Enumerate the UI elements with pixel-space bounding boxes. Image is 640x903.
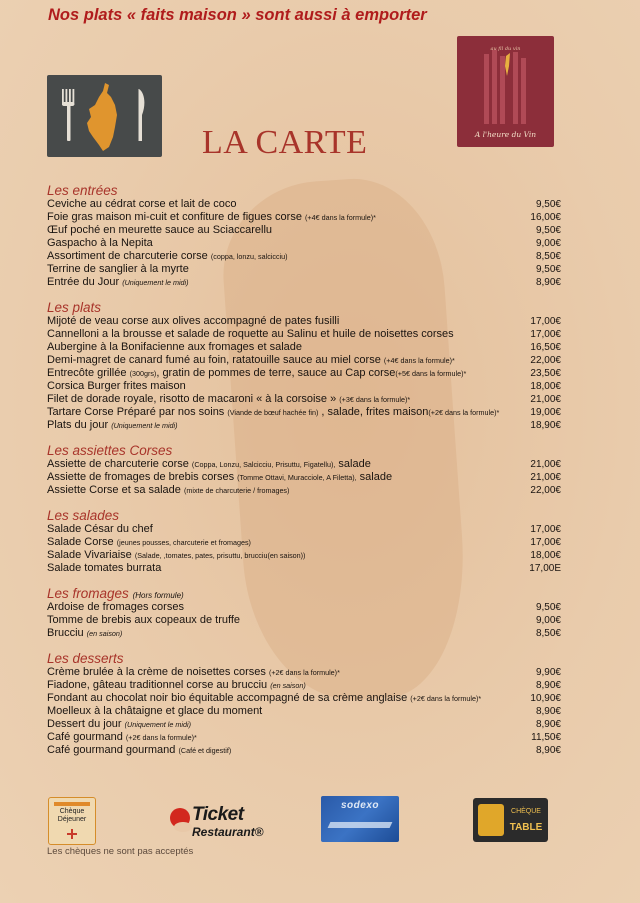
dish-note: (300grs) (129, 369, 157, 378)
dish-price: 17,00E (529, 563, 561, 574)
dish-price: 21,00€ (530, 459, 561, 470)
dish-name: Cannelloni a la brousse et salade de roquette au Salinu et huile de noisettes corses (47, 328, 454, 340)
menu-item (47, 744, 561, 757)
section-title (47, 586, 561, 601)
menu-item (47, 679, 561, 692)
dish (47, 354, 455, 367)
dish-name: Café gourmand gourmand (47, 744, 176, 756)
dish (47, 419, 178, 432)
dish-price: 9,50€ (535, 264, 561, 275)
dish-name: Assiette Corse et sa salade (47, 484, 181, 496)
dish-price: 10,90€ (530, 693, 561, 704)
chef-icon (478, 804, 504, 836)
menu-item (47, 367, 561, 380)
menu-item (47, 471, 561, 484)
dish-price: 21,00€ (530, 472, 561, 483)
dish-name: Plats du jour (47, 419, 109, 431)
dish (47, 666, 340, 679)
dish-name: Ceviche au cédrat corse et lait de coco (47, 198, 237, 210)
dish-price: 17,00€ (530, 537, 561, 548)
dish (47, 328, 454, 341)
dish-name: Salade César du chef (47, 523, 153, 535)
menu-item (47, 328, 561, 341)
cheque-table-line1: CHÈQUE (511, 808, 541, 815)
dish-name: Moelleux à la châtaigne et glace du moment (47, 705, 263, 717)
dish-price: 9,50€ (535, 199, 561, 210)
ticket-restaurant-logo (170, 806, 270, 840)
menu-item (47, 536, 561, 549)
dish-name: Corsica Burger frites maison (47, 380, 186, 392)
dish-name: Assiette de fromages de brebis corses (47, 471, 235, 483)
dish-note: (en saison) (270, 681, 306, 690)
dish-note: (Café et digestif) (178, 746, 232, 755)
section-hint: (Hors formule) (132, 591, 184, 600)
dish-price: 16,50€ (530, 342, 561, 353)
dish-note: (Uniquement le midi) (122, 278, 189, 287)
dish (47, 263, 189, 276)
cheque-dejeuner-logo (48, 797, 96, 845)
dish-note: (+2€ dans la formule)* (125, 733, 197, 742)
menu-item (47, 562, 561, 575)
menu-item (47, 198, 561, 211)
dish-note: (Uniquement le midi) (124, 720, 191, 729)
dish-price: 8,90€ (535, 719, 561, 730)
dish (47, 536, 251, 549)
dish (47, 614, 240, 627)
section-title-text: Les salades (47, 508, 120, 523)
cheque-dejeuner-label: Chèque Déjeuner (57, 808, 87, 823)
dish-price: 9,50€ (535, 602, 561, 613)
dish (47, 484, 289, 497)
sodexo-logo (321, 796, 399, 842)
dish-price: 9,00€ (535, 615, 561, 626)
dish-name: Brucciu (47, 627, 84, 639)
menu-item (47, 458, 561, 471)
dish-name: Terrine de sanglier à la myrte (47, 263, 189, 275)
corsica-cutlery-logo (47, 75, 162, 157)
menu-item (47, 549, 561, 562)
menu-item (47, 705, 561, 718)
menu-item (47, 718, 561, 731)
dish-name: Dessert du jour (47, 718, 122, 730)
dish-price: 8,90€ (535, 706, 561, 717)
dish (47, 198, 237, 211)
dish-note: (+2€ dans la formule)* (410, 694, 482, 703)
fork-icon (62, 89, 74, 141)
dish-price: 16,00€ (530, 212, 561, 223)
dish-note: (Coppa, Lonzu, Salcicciu, Prisuttu, Figatellu), (191, 460, 336, 469)
dish (47, 458, 371, 471)
menu-item (47, 263, 561, 276)
menu-item (47, 393, 561, 406)
cheques-not-accepted-note: Les chèques ne sont pas acceptés (47, 846, 194, 857)
section-title (47, 443, 561, 458)
corsica-island-icon (87, 83, 117, 151)
dish-price: 22,00€ (530, 355, 561, 366)
dish (47, 679, 306, 692)
dish-name: Tartare Corse Préparé par nos soins (47, 406, 225, 418)
dish-name: Fondant au chocolat noir bio équitable accompagné de sa crème anglaise (47, 692, 408, 704)
dish (47, 692, 481, 705)
dish (47, 250, 288, 263)
dish (47, 601, 184, 614)
dish-price: 23,50€ (530, 368, 561, 379)
dish (47, 224, 272, 237)
dish-note: (+4€ dans la formule)* (305, 213, 376, 222)
dish (47, 523, 153, 536)
cheque-de-table-logo (473, 798, 548, 842)
dish (47, 367, 466, 380)
dish-name: Entrecôte grillée (47, 367, 127, 379)
cheque-table-line2: TABLE (509, 822, 543, 833)
dish-price: 18,00€ (530, 381, 561, 392)
dish (47, 471, 392, 484)
dish-name: Fiadone, gâteau traditionnel corse au brucciu (47, 679, 268, 691)
dish-price: 17,00€ (530, 316, 561, 327)
menu-item (47, 614, 561, 627)
dish-name: Salade Corse (47, 536, 114, 548)
dish-note: (jeunes pousses, charcuterie et fromages) (116, 538, 251, 547)
dish-name: Salade tomates burrata (47, 562, 162, 574)
dish-name: Foie gras maison mi-cuit et confiture de figues corse (47, 211, 302, 223)
section-title (47, 183, 561, 198)
dish-price: 8,50€ (535, 628, 561, 639)
payment-logos (0, 792, 640, 852)
dish (47, 276, 189, 289)
menu-item (47, 484, 561, 497)
dish-note: (Salade, ,tomates, pates, prisuttu, brucciu(en saison)) (134, 551, 306, 560)
menu-item (47, 406, 561, 419)
menu-item (47, 419, 561, 432)
dish-note: (en saison) (86, 629, 123, 638)
dish-name-cont: salade (335, 458, 371, 470)
dish-note: (coppa, lonzu, salcicciu) (210, 252, 288, 261)
menu-item (47, 627, 561, 640)
restaurant-logo-name: A l'heure du Vin (474, 130, 537, 139)
dish (47, 237, 153, 250)
dish-name-cont: , gratin de pommes de terre, sauce au Cap corse (156, 367, 396, 379)
menu-item (47, 601, 561, 614)
dish-price: 17,00€ (530, 524, 561, 535)
dish (47, 549, 305, 562)
section-title-text: Les assiettes Corses (47, 443, 173, 458)
plus-icon (67, 829, 77, 839)
menu-item (47, 211, 561, 224)
dish-price: 8,50€ (535, 251, 561, 262)
sodexo-label: sodexo (340, 800, 379, 811)
restaurant-label: Restaurant® (192, 825, 264, 839)
dish (47, 406, 499, 419)
dish-note: (mixte de charcuterie / fromages) (183, 486, 290, 495)
menu-item (47, 692, 561, 705)
page-title: LA CARTE (202, 124, 368, 161)
dish-price: 9,00€ (535, 238, 561, 249)
dish-name-cont: , salade, frites maison (318, 406, 429, 418)
dish-price: 18,00€ (530, 550, 561, 561)
menu-item (47, 354, 561, 367)
dish (47, 731, 197, 744)
dish-price: 8,90€ (535, 277, 561, 288)
ticket-label: Ticket (192, 804, 244, 825)
dish (47, 705, 262, 718)
dish-name: Demi-magret de canard fumé au foin, ratatouille sauce au miel corse (47, 354, 381, 366)
ticket-dot-icon (170, 808, 190, 828)
dish-name: Assiette de charcuterie corse (47, 458, 189, 470)
takeaway-note: Nos plats « faits maison » sont aussi à emporter (48, 6, 427, 24)
dish-price: 17,00€ (530, 329, 561, 340)
dish-name: Filet de dorade royale, risotto de macaroni « à la corsoise » (47, 393, 337, 405)
dish (47, 562, 161, 575)
restaurant-logo (457, 36, 554, 147)
dish-name-cont: salade (356, 471, 393, 483)
menu-item (47, 523, 561, 536)
dish-note: (+3€ dans la formule)* (339, 395, 411, 404)
dish-note: (+2€ dans la formule)* (268, 668, 340, 677)
dish-price: 8,90€ (535, 745, 561, 756)
menu-item (47, 237, 561, 250)
dish-name: Ardoise de fromages corses (47, 601, 184, 613)
dish-price: 18,90€ (530, 420, 561, 431)
menu-item (47, 731, 561, 744)
section-title (47, 508, 561, 523)
dish (47, 380, 186, 393)
menu-item (47, 666, 561, 679)
dish (47, 393, 410, 406)
dish-note: (Tomme Ottavi, Muracciole, A Filetta), (237, 473, 357, 482)
dish-note-2: (+5€ dans la formule)* (395, 369, 467, 378)
dish-name: Assortiment de charcuterie corse (47, 250, 208, 262)
dish-name: Tomme de brebis aux copeaux de truffe (47, 614, 241, 626)
dish (47, 211, 376, 224)
section-title (47, 651, 561, 666)
dish-name: Crème brulée à la crème de noisettes corses (47, 666, 266, 678)
section-title-text: Les entrées (47, 183, 118, 198)
dish-note: (Viande de bœuf hachée fin) (227, 408, 319, 417)
menu-item (47, 250, 561, 263)
dish-price: 9,50€ (535, 225, 561, 236)
dish-name: Gaspacho à la Nepita (47, 237, 153, 249)
knife-icon (139, 89, 145, 141)
dish-price: 8,90€ (535, 680, 561, 691)
dish-name: Aubergine à la Bonifacienne aux fromages et salade (47, 341, 303, 353)
corsica-island-icon (505, 53, 510, 76)
section-title-text: Les desserts (47, 651, 124, 666)
dish-price: 21,00€ (530, 394, 561, 405)
menu-item (47, 276, 561, 289)
dish-price: 9,90€ (535, 667, 561, 678)
menu-item (47, 224, 561, 237)
dish-price: 11,50€ (531, 732, 561, 743)
dish-note-2: (+2€ dans la formule)* (428, 408, 500, 417)
dish (47, 627, 122, 640)
dish-note: (Uniquement le midi) (111, 421, 178, 430)
dish-note: (+4€ dans la formule)* (383, 356, 455, 365)
dish-name: Entrée du Jour (47, 276, 120, 288)
dish (47, 315, 339, 328)
dish-name: Œuf poché en meurette sauce au Sciaccarellu (47, 224, 273, 236)
section-title-text: Les fromages (47, 586, 129, 601)
menu-item (47, 380, 561, 393)
dish (47, 718, 191, 731)
section-title-text: Les plats (47, 300, 102, 315)
dish (47, 744, 231, 757)
dish-price: 19,00€ (530, 407, 561, 418)
dish-name: Café gourmand (47, 731, 123, 743)
menu-item (47, 341, 561, 354)
section-title (47, 300, 561, 315)
restaurant-logo-script: au fil du vin (490, 46, 521, 52)
menu-list (47, 180, 561, 757)
dish (47, 341, 302, 354)
menu-item (47, 315, 561, 328)
dish-name: Mijoté de veau corse aux olives accompagné de pates fusilli (47, 315, 340, 327)
dish-name: Salade Vivariaise (47, 549, 132, 561)
dish-price: 22,00€ (530, 485, 561, 496)
